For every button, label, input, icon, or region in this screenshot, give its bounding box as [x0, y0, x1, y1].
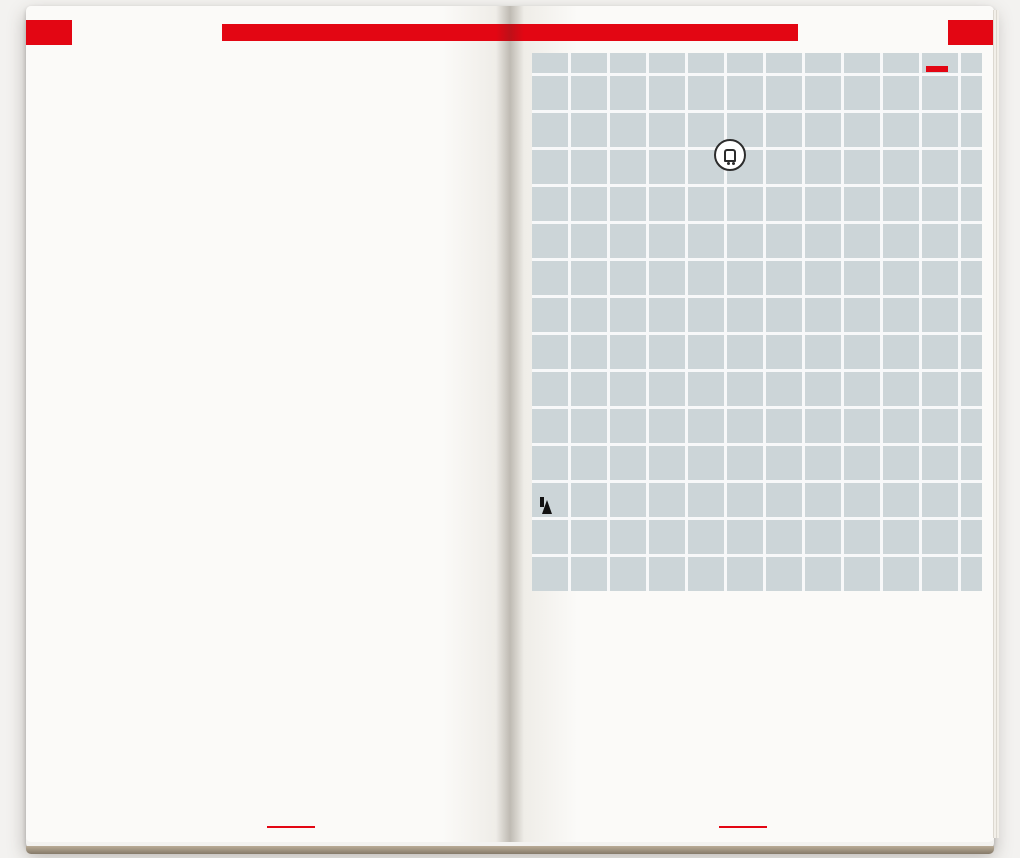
header-red-block	[948, 20, 994, 45]
book-bottom-edge	[26, 846, 994, 854]
text-column-2	[760, 600, 974, 812]
header-red-bar	[222, 24, 510, 41]
text-column-1	[52, 72, 266, 814]
page-stack-edge	[993, 10, 999, 838]
page-number	[267, 826, 315, 835]
capitol-hill-map[interactable]	[532, 53, 982, 591]
map-street-grid	[532, 53, 982, 591]
text-column-2	[288, 72, 502, 814]
text-column-1	[528, 600, 742, 812]
train-glyph	[724, 149, 736, 162]
book-spread	[26, 6, 994, 848]
train-station-icon	[714, 139, 746, 171]
right-page-header	[510, 20, 994, 46]
page-34	[26, 6, 510, 842]
page-number	[719, 826, 767, 835]
page-number-rule	[267, 826, 315, 829]
page-35	[510, 6, 994, 842]
map-region-label	[926, 66, 948, 72]
header-red-block	[26, 20, 72, 45]
left-page-header	[26, 20, 510, 46]
page-number-rule	[719, 826, 767, 829]
header-red-bar	[510, 24, 798, 41]
